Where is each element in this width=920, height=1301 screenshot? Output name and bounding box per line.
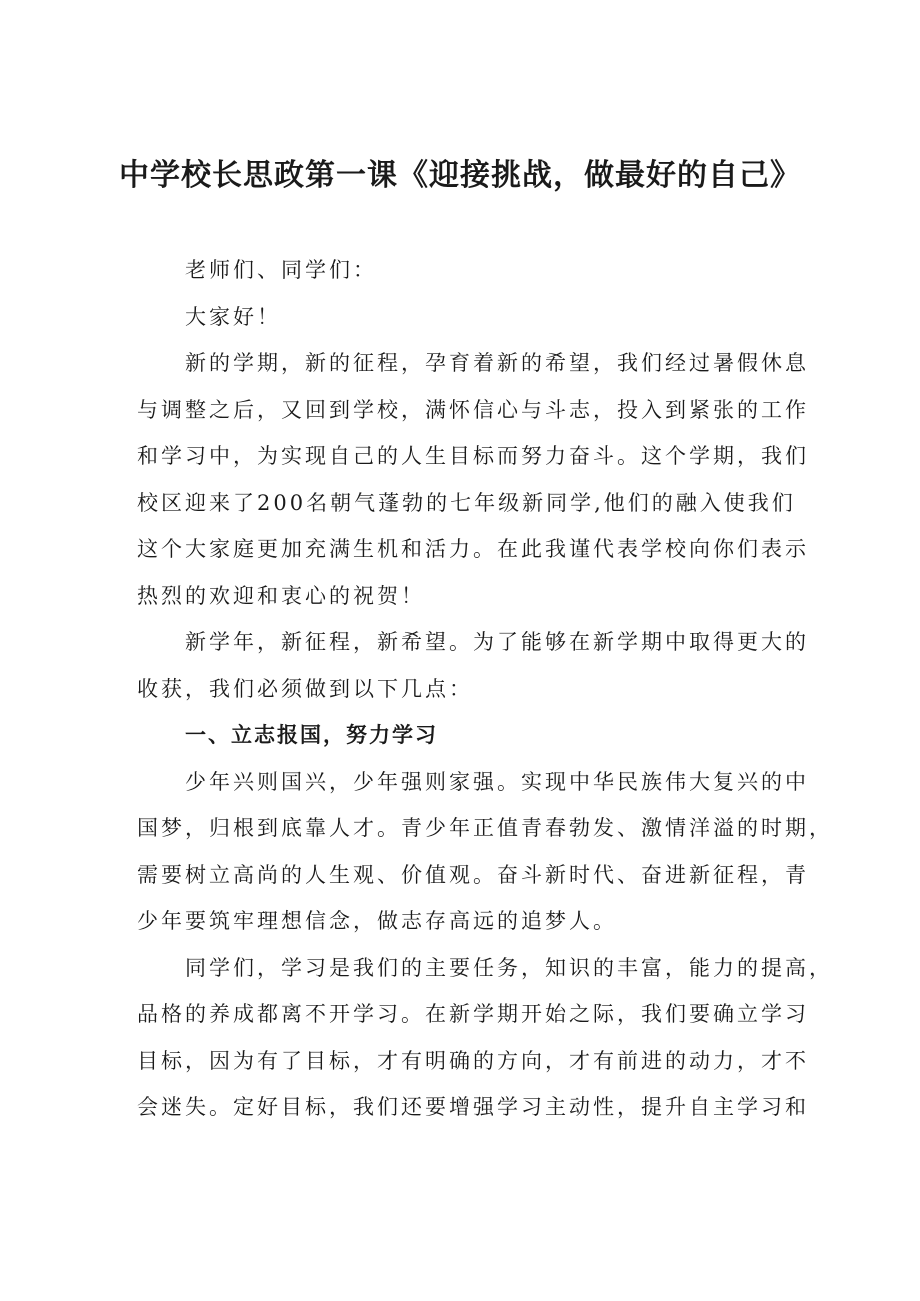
paragraph-line: 国梦，归根到底靠人才。青少年正值青春勃发、激情洋溢的时期， xyxy=(137,816,833,840)
paragraph-line: 新的学期，新的征程，孕育着新的希望，我们经过暑假休息 xyxy=(185,351,809,375)
paragraph-line: 品格的养成都离不开学习。在新学期开始之际，我们要确立学习 xyxy=(137,1002,809,1026)
paragraph-line: 和学习中，为实现自己的人生目标而努力奋斗。这个学期，我们 xyxy=(137,444,809,468)
paragraph-line: 少年兴则国兴，少年强则家强。实现中华民族伟大复兴的中 xyxy=(185,769,809,794)
paragraph-line: 少年要筑牢理想信念，做志存高远的追梦人。 xyxy=(137,909,617,933)
salutation: 老师们、同学们： xyxy=(185,258,377,282)
paragraph-line: 收获，我们必须做到以下几点： xyxy=(137,676,473,701)
document-body xyxy=(137,247,833,1131)
section-heading: 一、立志报国，努力学习 xyxy=(185,723,438,747)
document-title: 中学校长思政第一课《迎接挑战，做最好的自己》 xyxy=(119,158,801,193)
paragraph-line: 与调整之后，又回到学校，满怀信心与斗志，投入到紧张的工作 xyxy=(137,397,809,422)
paragraph-line: 新学年，新征程，新希望。为了能够在新学期中取得更大的 xyxy=(185,630,809,654)
paragraph-line: 目标，因为有了目标，才有明确的方向，才有前进的动力，才不 xyxy=(137,1048,809,1073)
paragraph-line: 热烈的欢迎和衷心的祝贺！ xyxy=(137,583,425,608)
paragraph-line: 这个大家庭更加充满生机和活力。在此我谨代表学校向你们表示 xyxy=(137,537,809,561)
paragraph-line: 同学们，学习是我们的主要任务，知识的丰富，能力的提高， xyxy=(185,955,833,980)
greeting: 大家好！ xyxy=(185,304,281,329)
paragraph-line: 需要树立高尚的人生观、价值观。奋斗新时代、奋进新征程，青 xyxy=(137,862,809,887)
paragraph-line: 会迷失。定好目标，我们还要增强学习主动性，提升自主学习和 xyxy=(137,1095,809,1119)
paragraph-line: 校区迎来了200名朝气蓬勃的七年级新同学,他们的融入使我们 xyxy=(137,490,796,515)
